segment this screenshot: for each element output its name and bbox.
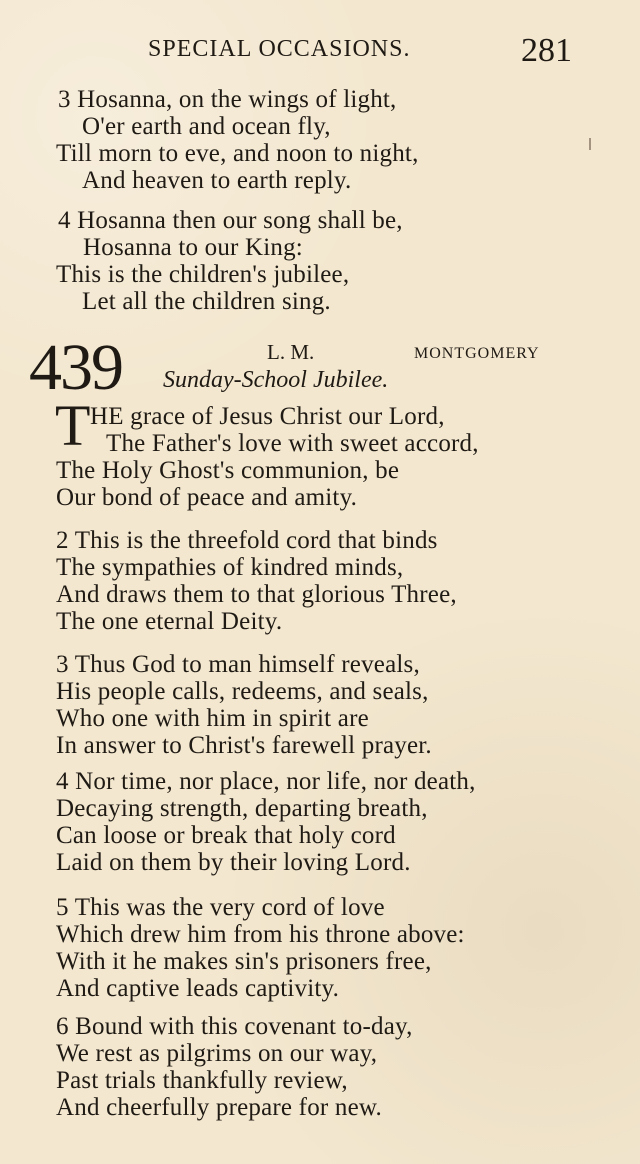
hymn-stanza-5-line-1: 5 This was the very cord of love <box>56 894 385 921</box>
hymn-stanza-2-line-1: 2 This is the threefold cord that binds <box>56 527 438 554</box>
top-stanza-1-line-4: And heaven to earth reply. <box>82 167 352 194</box>
hymn-stanza-3-line-2: His people calls, redeems, and seals, <box>56 678 429 705</box>
top-stanza-1-line-1: 3 Hosanna, on the wings of light, <box>58 86 397 113</box>
hymn-stanza-1-line-4: Our bond of peace and amity. <box>56 484 358 511</box>
top-stanza-2-line-3: This is the children's jubilee, <box>56 261 350 288</box>
hymn-stanza-2-line-2: The sympathies of kindred minds, <box>56 554 404 581</box>
hymn-title: Sunday-School Jubilee. <box>163 367 389 393</box>
hymn-stanza-3-line-1: 3 Thus God to man himself reveals, <box>56 651 420 678</box>
hymn-stanza-6-line-2: We rest as pilgrims on our way, <box>56 1040 378 1067</box>
top-stanza-1-line-3: Till morn to eve, and noon to night, <box>56 140 419 167</box>
hymn-meter: L. M. <box>267 340 315 364</box>
hymn-stanza-1-line-3: The Holy Ghost's communion, be <box>56 457 400 484</box>
running-head: SPECIAL OCCASIONS. <box>148 36 411 62</box>
hymn-stanza-2-line-3: And draws them to that glorious Three, <box>56 581 457 608</box>
hymn-stanza-6-line-1: 6 Bound with this covenant to-day, <box>56 1013 413 1040</box>
hymn-stanza-1-line-2: The Father's love with sweet accord, <box>106 430 479 457</box>
top-stanza-1-line-2: O'er earth and ocean fly, <box>82 113 331 140</box>
hymn-stanza-5-line-3: With it he makes sin's prisoners free, <box>56 948 432 975</box>
hymn-stanza-2-line-4: The one eternal Deity. <box>56 608 283 635</box>
top-stanza-2-line-4: Let all the children sing. <box>82 288 331 315</box>
drop-cap: T <box>55 393 91 458</box>
top-stanza-2-line-1: 4 Hosanna then our song shall be, <box>58 207 403 234</box>
print-speck <box>589 138 591 150</box>
page-number: 281 <box>521 32 572 69</box>
hymn-stanza-4-line-3: Can loose or break that holy cord <box>56 822 396 849</box>
hymn-tune: MONTGOMERY <box>414 345 540 362</box>
hymn-stanza-1-line-1: HE grace of Jesus Christ our Lord, <box>90 403 445 430</box>
hymn-stanza-4-line-2: Decaying strength, departing breath, <box>56 795 428 822</box>
hymn-stanza-5-line-2: Which drew him from his throne above: <box>56 921 465 948</box>
page-header <box>0 34 640 74</box>
hymn-stanza-4-line-4: Laid on them by their loving Lord. <box>56 849 411 876</box>
top-stanza-2-line-2: Hosanna to our King: <box>83 234 303 261</box>
hymn-stanza-3-line-3: Who one with him in spirit are <box>56 705 369 732</box>
hymn-stanza-3-line-4: In answer to Christ's farewell prayer. <box>56 732 432 759</box>
hymn-stanza-4-line-1: 4 Nor time, nor place, nor life, nor death, <box>56 768 476 795</box>
hymn-stanza-6-line-3: Past trials thankfully review, <box>56 1067 348 1094</box>
hymn-stanza-5-line-4: And captive leads captivity. <box>56 975 340 1002</box>
hymn-stanza-6-line-4: And cheerfully prepare for new. <box>56 1094 382 1121</box>
hymn-number: 439 <box>29 331 122 404</box>
